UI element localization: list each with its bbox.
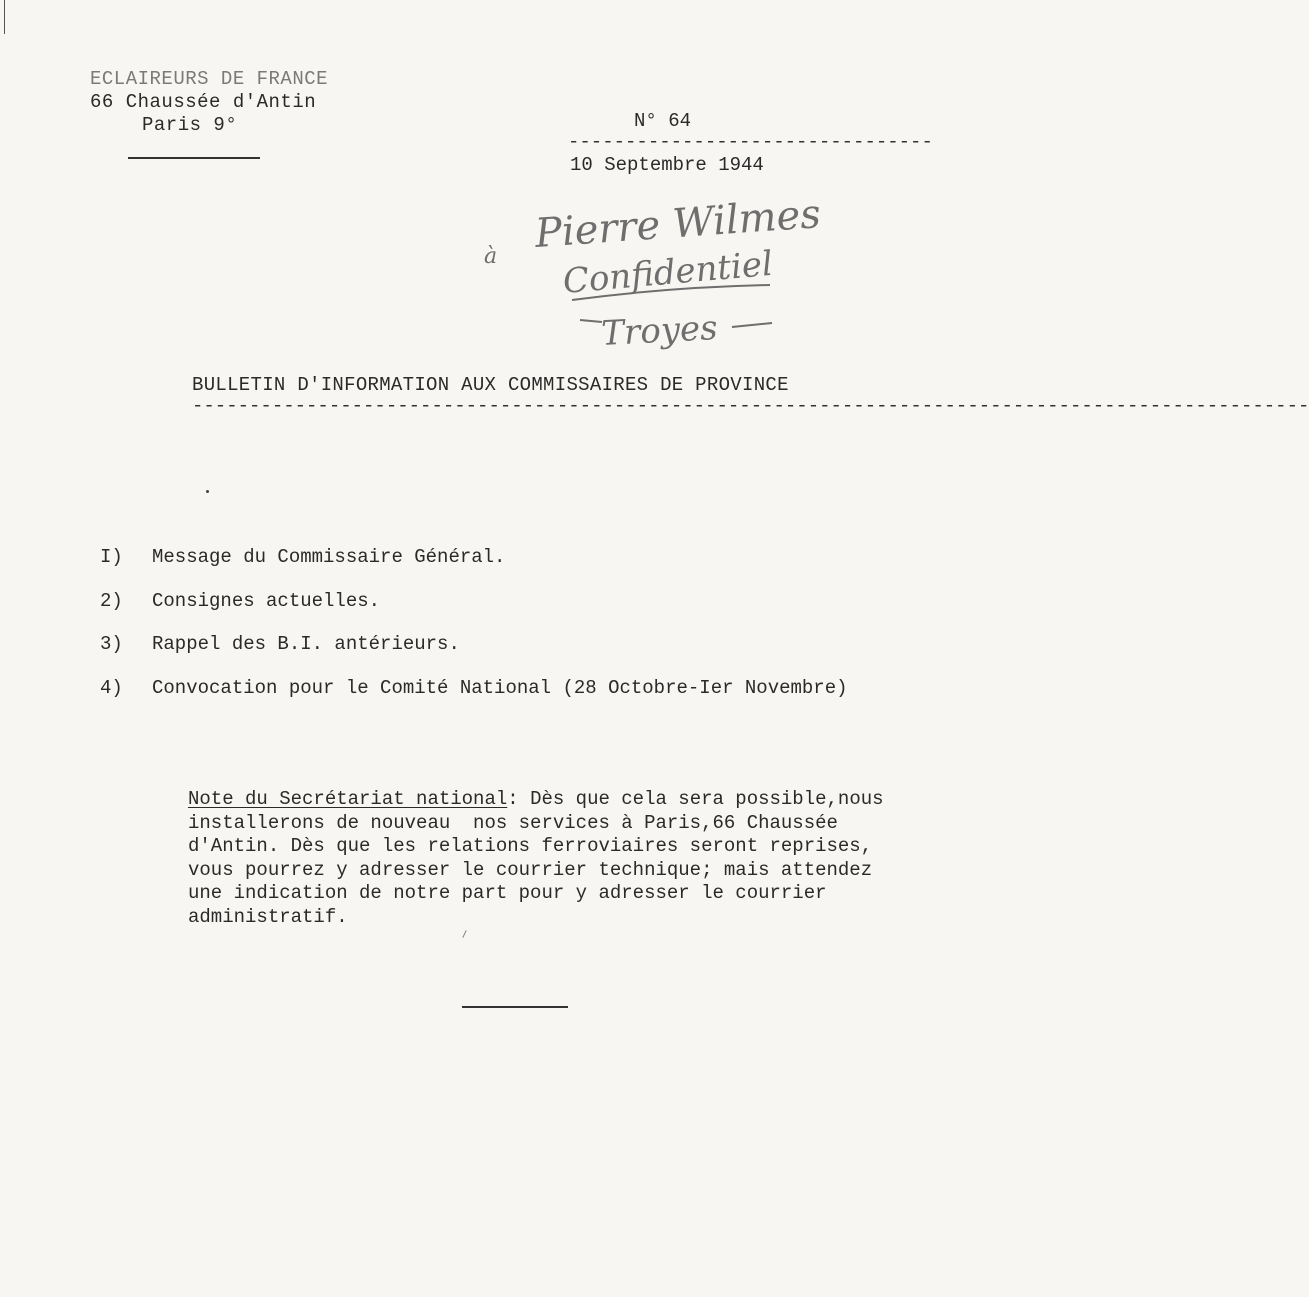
date-dash-divider: -------------------------------- — [568, 131, 933, 153]
note-line: administratif. — [188, 905, 348, 928]
agenda-item-number: 2) — [100, 589, 123, 612]
agenda-item-number: 3) — [100, 633, 123, 655]
city-side-dash-left — [580, 320, 602, 322]
bulletin-date: 10 Septembre 1944 — [570, 154, 764, 176]
agenda-item — [100, 677, 848, 721]
city-side-dash-right — [732, 323, 772, 327]
note-line — [188, 788, 988, 812]
margin-mark — [4, 0, 5, 34]
agenda-item — [100, 546, 848, 590]
agenda-item-text: Consignes actuelles. — [152, 589, 381, 612]
note-line: vous pourrez y adresser le courrier technique; mais attendez — [188, 858, 873, 881]
letterhead-underline — [128, 157, 260, 159]
note-heading: Note du Secrétariat national — [188, 788, 508, 810]
note-line: une indication de notre part pour y adresser le courrier — [188, 882, 827, 904]
note-line: d'Antin. Dès que les relations ferroviaires seront reprises, — [188, 835, 873, 857]
title-dash-divider: -------------------------------------------------------------------------------------------------- — [192, 395, 1309, 417]
stray-ink-dot — [206, 490, 209, 493]
end-of-document-rule — [462, 1006, 568, 1008]
secretariat-note — [188, 788, 988, 929]
note-line: installerons de nouveau nos services à Paris,66 Chaussée — [188, 811, 838, 834]
handwritten-recipient-prefix: à — [484, 244, 498, 269]
handwritten-recipient: Pierre Wilmes — [533, 191, 823, 257]
stray-pen-mark — [462, 930, 466, 938]
handwritten-annotation — [480, 185, 840, 360]
letterhead-city: Paris 9° — [142, 114, 238, 136]
agenda-item-text: Rappel des B.I. antérieurs. — [152, 633, 460, 655]
handwritten-city: Troyes — [600, 307, 719, 354]
note-line-text: : Dès que cela sera possible,nous — [507, 788, 884, 810]
agenda-item-text: Convocation pour le Comité National (28 Octobre-Ier Novembre) — [152, 676, 848, 699]
letterhead — [90, 68, 328, 137]
bulletin-number: N° 64 — [634, 110, 692, 132]
bulletin-title: BULLETIN D'INFORMATION AUX COMMISSAIRES DE PROVINCE — [192, 374, 789, 396]
agenda-item — [100, 590, 848, 634]
agenda-item-number: 4) — [100, 676, 123, 699]
handwritten-classification: Confidentiel — [561, 243, 775, 302]
agenda-item-number: I) — [100, 546, 123, 568]
agenda-item-text: Message du Commissaire Général. — [152, 546, 506, 568]
letterhead-organization: ECLAIREURS DE FRANCE — [90, 68, 329, 90]
agenda-item — [100, 633, 848, 677]
letterhead-address: 66 Chaussée d'Antin — [90, 91, 317, 113]
agenda-list — [100, 546, 848, 720]
